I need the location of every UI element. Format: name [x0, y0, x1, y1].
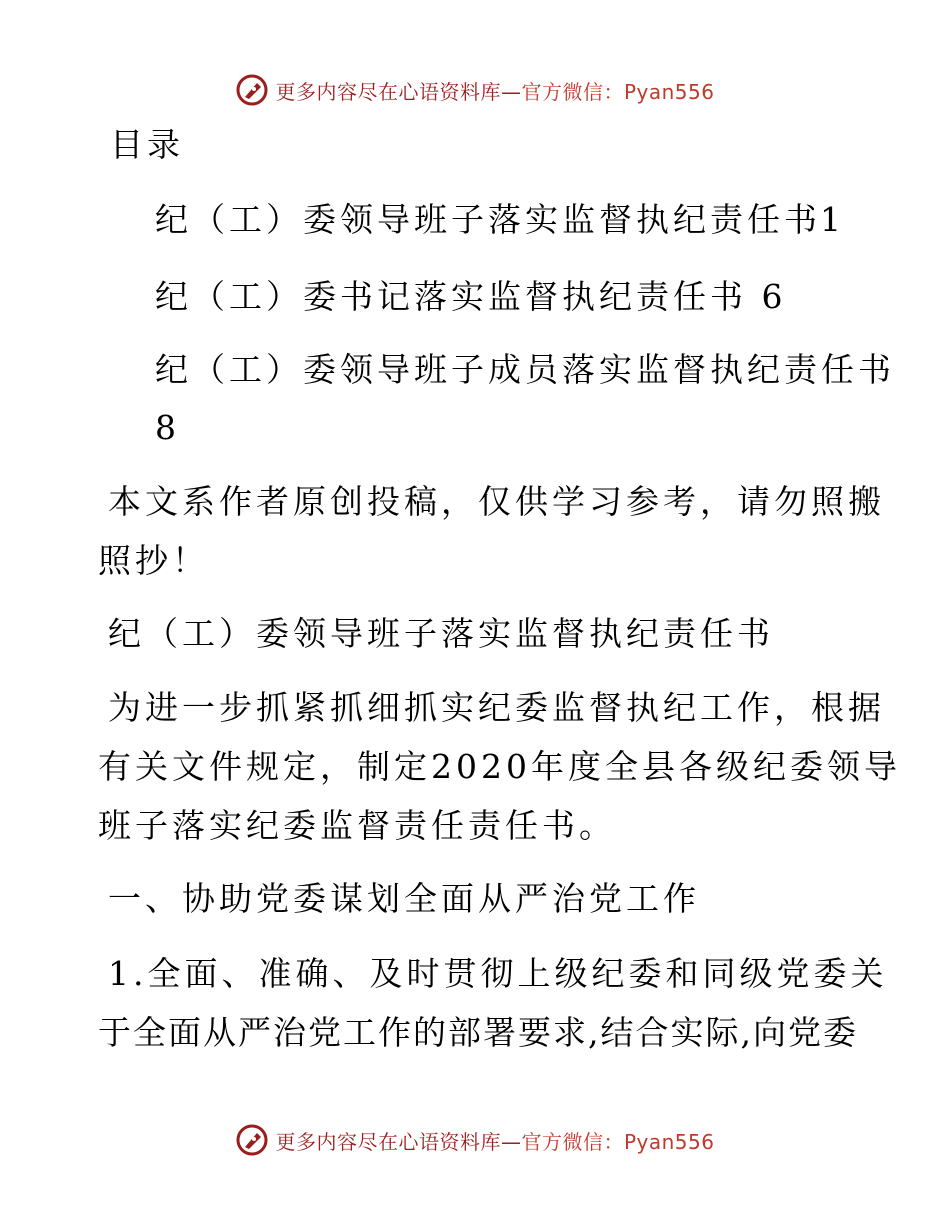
toc-heading: 目录	[110, 125, 184, 164]
toc-item-2[interactable]	[155, 277, 787, 317]
toc-item-3-page[interactable]	[155, 408, 180, 448]
notice-line-2: 照抄！	[98, 541, 209, 580]
footer-watermark	[0, 1120, 950, 1160]
section-item-line-1: 1.全面、准确、及时贯彻上级纪委和同级党委关	[108, 954, 888, 993]
section-heading: 一、协助党委谋划全面从严治党工作	[108, 879, 700, 918]
notice-line-1: 本文系作者原创投稿，仅供学习参考，请勿照搬	[108, 482, 885, 521]
header-watermark	[0, 70, 950, 110]
toc-item-3[interactable]	[155, 350, 895, 390]
pen-nib-circle-icon	[235, 1123, 269, 1157]
section-item-line-2: 于全面从严治党工作的部署要求,结合实际,向党委	[98, 1013, 858, 1052]
watermark-text: 更多内容尽在心语资料库—官方微信：Pyan556	[275, 1129, 715, 1154]
toc-item-title: 纪（工）委书记落实监督执纪责任书	[155, 277, 747, 316]
pen-nib-circle-icon	[235, 73, 269, 107]
toc-item-title: 纪（工）委领导班子落实监督执纪责任书	[155, 200, 821, 239]
toc-item-title: 纪（工）委领导班子成员落实监督执纪责任书	[155, 350, 895, 389]
intro-line-3: 班子落实纪委监督责任责任书。	[98, 806, 616, 845]
intro-line-1: 为进一步抓紧抓细抓实纪委监督执纪工作，根据	[108, 688, 885, 727]
doc-title: 纪（工）委领导班子落实监督执纪责任书	[108, 614, 774, 653]
toc-item-page: 6	[761, 277, 787, 316]
intro-line-2: 有关文件规定，制定2020年度全县各级纪委领导	[98, 747, 901, 786]
toc-item-1[interactable]	[155, 200, 845, 240]
toc-item-page: 8	[155, 408, 180, 447]
watermark-text: 更多内容尽在心语资料库—官方微信：Pyan556	[275, 79, 715, 104]
toc-item-page: 1	[820, 200, 845, 239]
